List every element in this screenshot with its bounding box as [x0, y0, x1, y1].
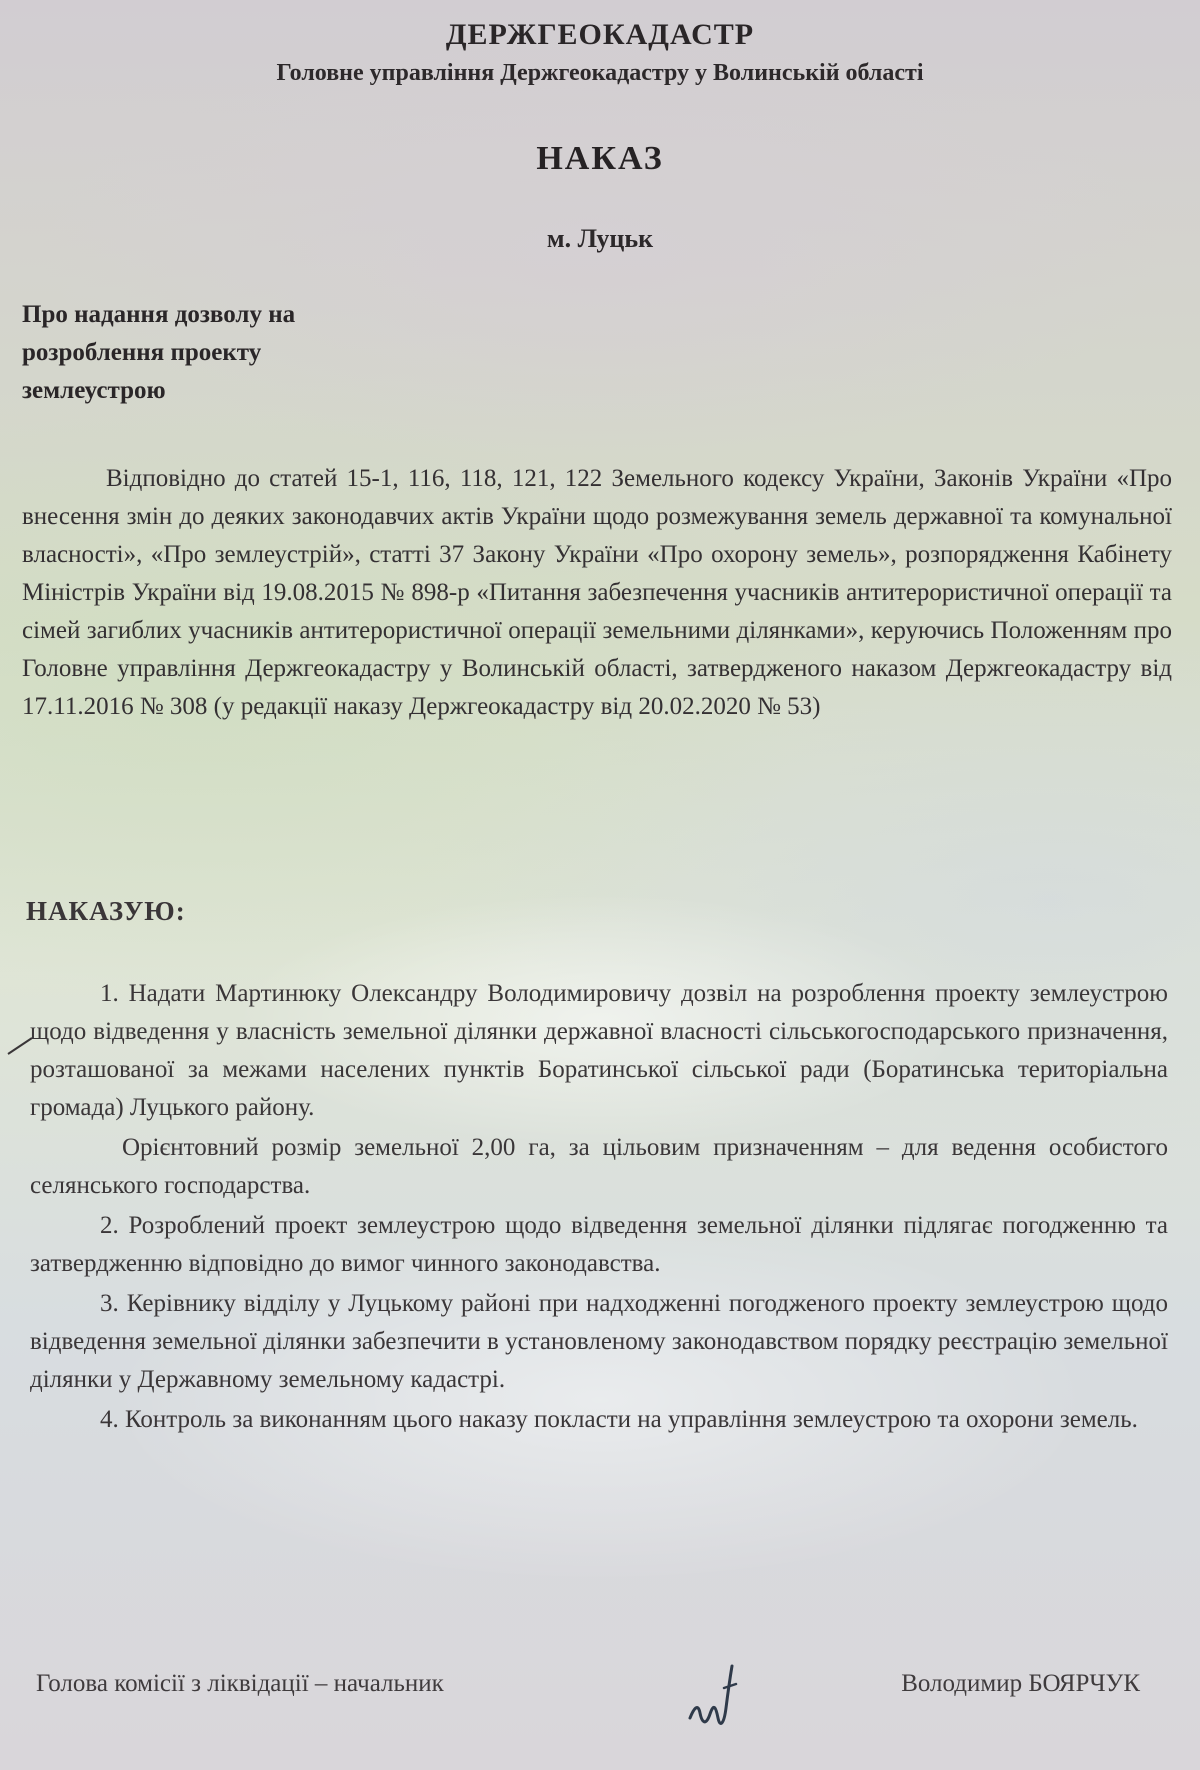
- order-item-3: 3. Керівнику відділу у Луцькому районі при надходженні погодженого проекту землеустрою щодо відведення земельної ділянки забезпечити в установленому законодавством порядку реєстрацію земельної ділянки у Державному земельному кадастрі.: [30, 1290, 1168, 1393]
- signature-block: [0, 1648, 1200, 1748]
- agency-name: ДЕРЖГЕОКАДАСТР: [445, 18, 755, 51]
- letterhead: [0, 18, 1200, 87]
- order-items: [30, 975, 1168, 1439]
- signer-position: Голова комісії з ліквідації – начальник: [36, 1670, 444, 1697]
- document-subject: [22, 296, 442, 410]
- order-heading: НАКАЗУЮ:: [26, 896, 186, 926]
- order-item-2: 2. Розроблений проект землеустрою щодо відведення земельної ділянки підлягає погодженню та затвердженню відповідно до вимог чинного законодавства.: [30, 1212, 1168, 1277]
- subagency-name: Головне управління Держгеокадастру у Волинській області: [276, 60, 924, 86]
- document-title: НАКАЗ: [536, 140, 664, 177]
- subject-line: розроблення проекту: [22, 339, 262, 366]
- subject-line: Про надання дозволу на: [22, 301, 296, 328]
- subject-line: землеустрою: [22, 377, 166, 404]
- signer-name: Володимир БОЯРЧУК: [901, 1670, 1140, 1697]
- order-item-1: 1. Надати Мартинюку Олександру Володимировичу дозвіл на розроблення проекту землеустрою щодо відведення у власність земельної ділянки державної власності сільськогосподарського призначення, розташованої за межами населених пунктів Боратинської сільської ради (Боратинська територіальна громада) Луцького району.: [30, 980, 1168, 1121]
- order-item-1-note: Орієнтовний розмір земельної 2,00 га, за цільовим призначенням – для ведення особистого селянського господарства.: [30, 1134, 1168, 1199]
- order-item-4: 4. Контроль за виконанням цього наказу покласти на управління землеустрою та охорони земель.: [100, 1406, 1138, 1433]
- preamble-paragraph: Відповідно до статей 15-1, 116, 118, 121, 122 Земельного кодексу України, Законів України «Про внесення змін до деяких законодавчих актів України щодо розмежування земель державної та комунальної власності», «Про землеустрій», статті 37 Закону України «Про охорону земель», розпорядження Кабінету Міністрів України від 19.08.2015 № 898-р «Питання забезпечення учасників антитерористичної операції та сімей загиблих учасників антитерористичної операції земельними ділянками», керуючись Положенням про Головне управління Держгеокадастру у Волинській області, затвердженого наказом Держгеокадастру від 17.11.2016 № 308 (у редакції наказу Держгеокадастру від 20.02.2020 № 53): [22, 465, 1172, 720]
- signature-icon: [680, 1648, 760, 1738]
- document-city: м. Луцьк: [546, 224, 654, 253]
